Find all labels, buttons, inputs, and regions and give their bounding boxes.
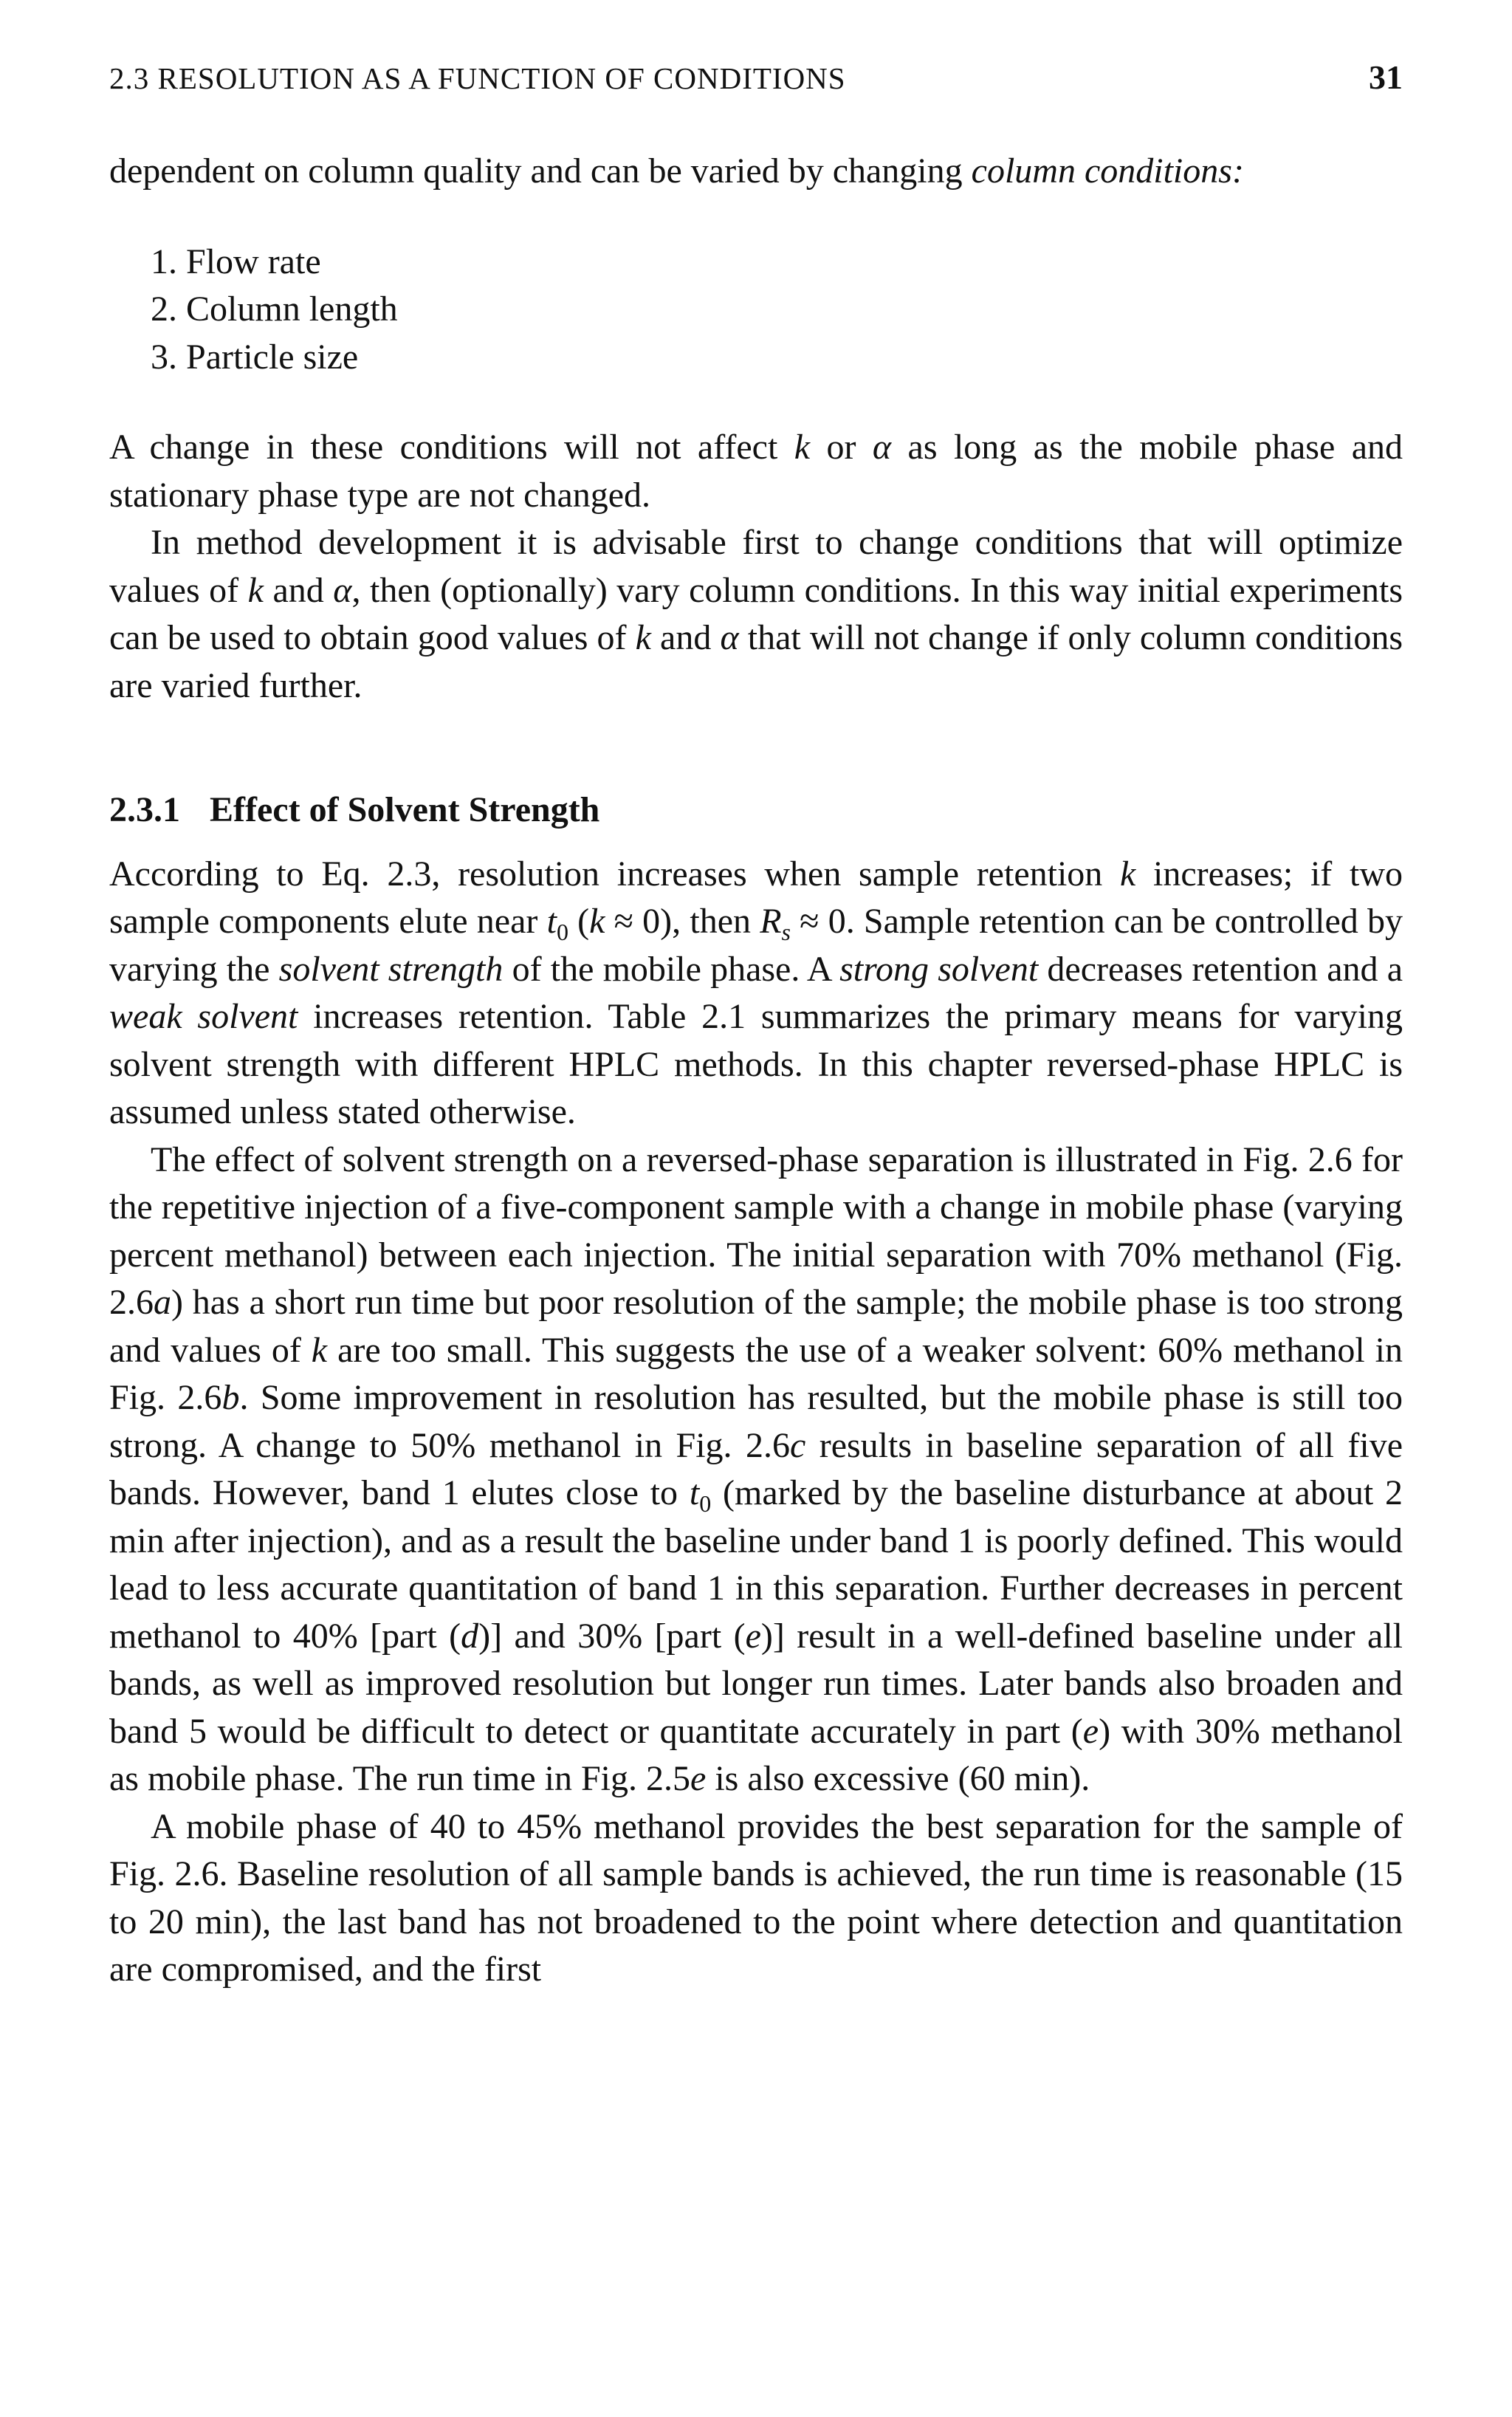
list-item: 3. Particle size — [151, 337, 359, 377]
intro-paragraph: dependent on column quality and can be varied by changing column conditions: — [109, 151, 1244, 191]
paragraph-conditions-effect: A change in these conditions will not affect k or α as long as the mobile phase and stationary phase type are not changed. — [109, 428, 1403, 515]
body-text — [109, 148, 1403, 1994]
section-number: 2.3.1 — [109, 790, 180, 829]
running-head-title: 2.3 RESOLUTION AS A FUNCTION OF CONDITIONS — [109, 61, 846, 95]
list-item: 2. Column length — [151, 289, 398, 329]
page-number: 31 — [1369, 58, 1403, 96]
paragraph-solvent-strength: According to Eq. 2.3, resolution increases when sample retention k increases; if two sample components elute near $t_0$ (k ≈ 0), then $R_s \approx 0$. Sample retention can be controlled by varying the solvent strength of the mobile phase. A strong solvent decreases retention and a weak solvent increases retention. Table 2.1 summarizes the primary means for varying solvent strength with different HPLC methods. In this chapter reversed-phase HPLC is assumed unless stated otherwise. — [109, 854, 1403, 1131]
paragraph-method-development: In method development it is advisable first to change conditions that will optimize values of k and α, then (optionally) vary column conditions. In this way initial experiments can be used to obtain good values of k and α that will not change if only column conditions are varied further. — [109, 523, 1403, 705]
list-item: 1. Flow rate — [151, 241, 321, 281]
section-heading — [109, 786, 1403, 834]
column-conditions-list — [109, 239, 1403, 382]
book-page — [109, 58, 1403, 1994]
running-head — [109, 58, 1403, 102]
paragraph-best-separation: A mobile phase of 40 to 45% methanol provides the best separation for the sample of Fig. 2.6. Baseline resolution of all sample bands is achieved, the run time is reasonable (15 to 20 min), the last band has not broadened to the point where detection and quantitation are compromised, and the first — [109, 1806, 1403, 1989]
paragraph-fig-2-6: The effect of solvent strength on a reversed-phase separation is illustrated in Fig. 2.6 for the repetitive injection of a five-component sample with a change in mobile phase (varying percent methanol) between each injection. The initial separation with 70% methanol (Fig. 2.6a) has a short run time but poor resolution of the sample; the mobile phase is too strong and values of k are too small. This suggests the use of a weaker solvent: 60% methanol in Fig. 2.6b. Some improvement in resolution has resulted, but the mobile phase is still too strong. A change to 50% methanol in Fig. 2.6c results in baseline separation of all five bands. However, band 1 elutes close to $t_0$ (marked by the baseline disturbance at about 2 min after injection), and as a result the baseline under band 1 is poorly defined. This would lead to less accurate quantitation of band 1 in this separation. Further decreases in percent methanol to 40% [part (d)] and 30% [part (e)] result in a well-defined baseline under all bands, as well as improved resolution but longer run times. Later bands also broaden and band 5 would be difficult to detect or quantitate accurately in part (e) with 30% methanol as mobile phase. The run time in Fig. 2.5e is also excessive (60 min). — [109, 1139, 1403, 1798]
section-title: Effect of Solvent Strength — [210, 790, 600, 829]
